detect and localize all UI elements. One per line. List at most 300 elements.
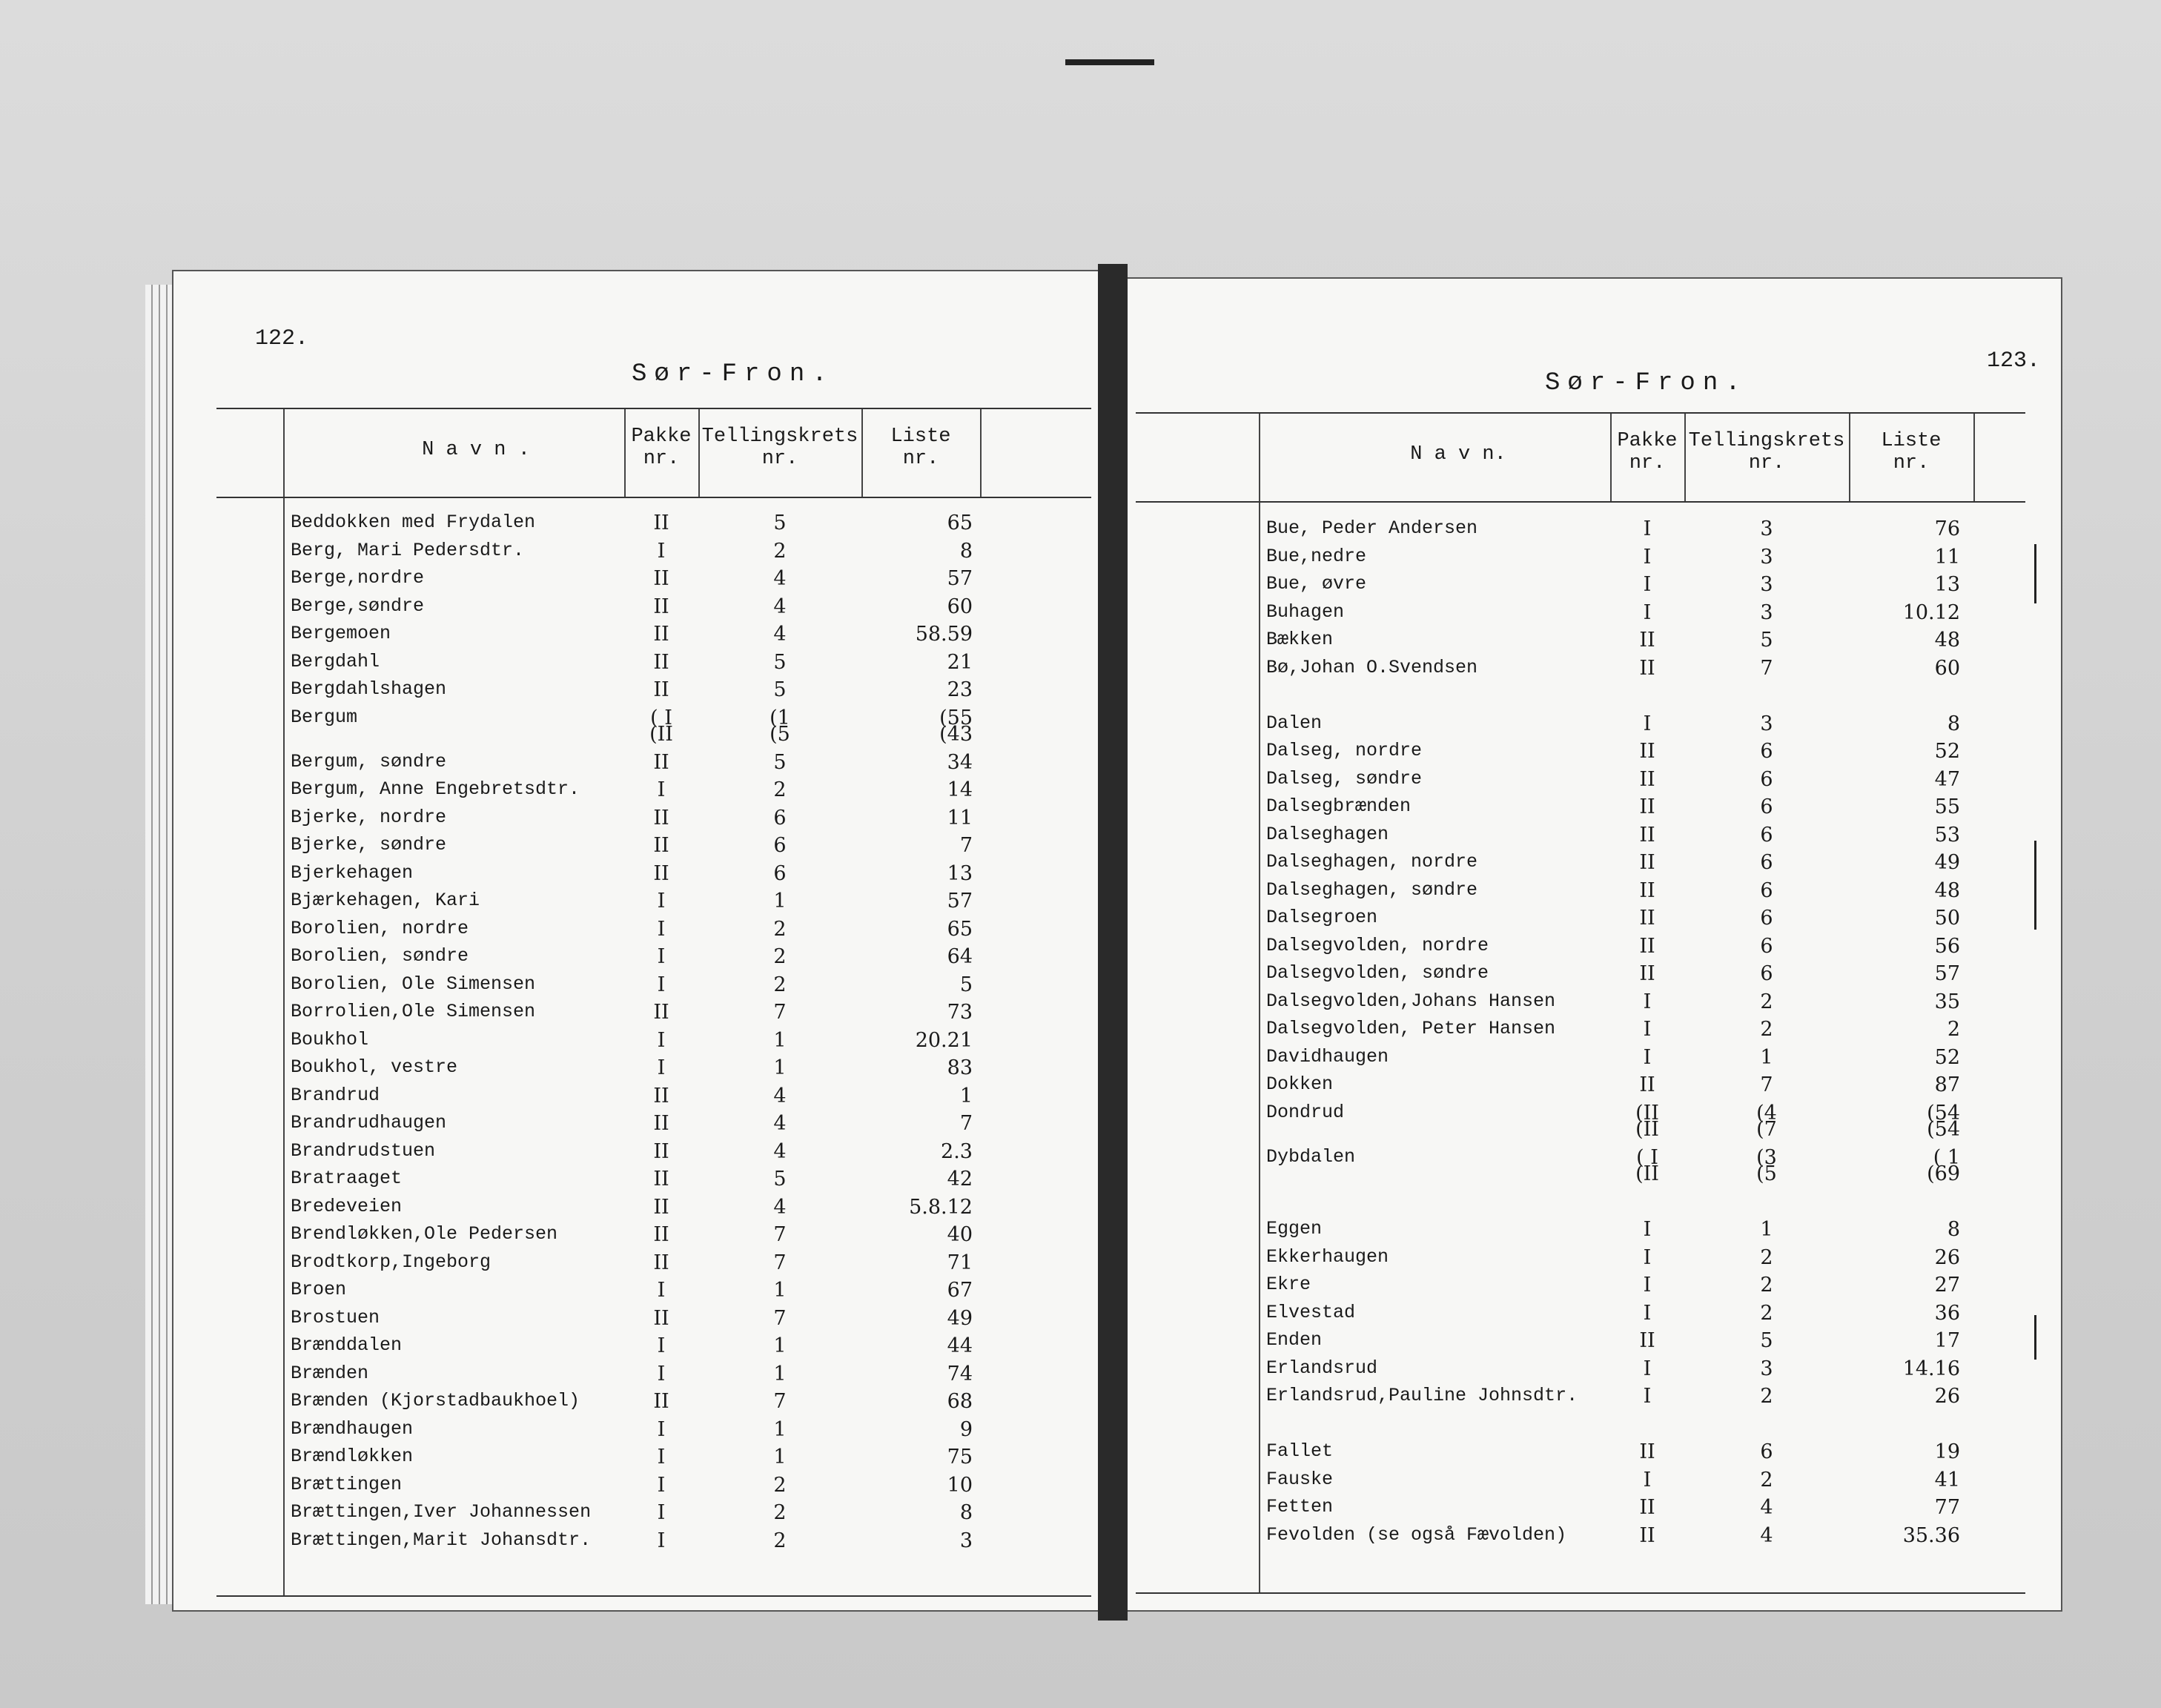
- cell-liste: 10.12: [1902, 600, 1960, 624]
- cell-pakke: II: [1639, 878, 1655, 902]
- cell-name: Brændløkken: [291, 1446, 414, 1467]
- cell-name: Buhagen: [1266, 600, 1345, 623]
- cell-pakke: I: [657, 1362, 666, 1386]
- cell-krets: 2: [1760, 1301, 1773, 1325]
- cell-name: Berge,søndre: [291, 595, 425, 617]
- header-navn: N a v n.: [1410, 443, 1506, 466]
- cell-liste: (54: [1927, 1101, 1960, 1125]
- cell-name: Brættingen,Iver Johannessen: [291, 1501, 592, 1523]
- cell-name: Dalseghagen: [1266, 823, 1389, 845]
- cell-liste: 21: [947, 650, 973, 674]
- cell-name: Beddokken med Frydalen: [291, 512, 536, 533]
- table-row: [216, 512, 1091, 540]
- cell-krets: 4: [773, 1195, 787, 1219]
- table-row: [216, 1251, 1091, 1280]
- table-row: [216, 945, 1091, 973]
- cell-pakke: I: [657, 973, 666, 996]
- cell-name: Fevolden (se også Fævolden): [1266, 1523, 1567, 1546]
- cell-name: Brættingen,Marit Johansdtr.: [291, 1529, 592, 1551]
- cell-liste: 60: [947, 595, 973, 618]
- cell-pakke: I: [1643, 1018, 1652, 1041]
- cell-krets: 7: [773, 1251, 787, 1274]
- cell-liste: 47: [1934, 767, 1960, 791]
- cell-name: Erlandsrud: [1266, 1357, 1378, 1379]
- cell-liste: 9: [959, 1417, 973, 1441]
- cell-name: Enden: [1266, 1329, 1323, 1351]
- cell-liste: 27: [1934, 1274, 1960, 1297]
- cell-pakke: II: [653, 834, 669, 857]
- cell-name: Dalsegbrænden: [1266, 795, 1412, 817]
- table-row: [216, 1029, 1091, 1057]
- cell-name: Bergemoen: [291, 623, 391, 644]
- cell-krets: 7: [773, 1390, 787, 1413]
- cell-krets: (1: [770, 706, 790, 729]
- cell-liste: 76: [1934, 517, 1960, 540]
- cell-pakke: II: [1639, 851, 1655, 874]
- cell-krets: 2: [773, 539, 787, 563]
- cell-krets: (5: [770, 723, 790, 746]
- table-row: [1136, 712, 2025, 741]
- cell-krets: 6: [1760, 962, 1773, 985]
- cell-pakke: II: [1639, 1073, 1655, 1096]
- cell-pakke: II: [653, 1195, 669, 1219]
- cell-pakke: II: [1639, 907, 1655, 930]
- cell-name: Bergum: [291, 706, 358, 728]
- cell-name: Bergdahl: [291, 650, 380, 672]
- cell-name: Berg, Mari Pedersdtr.: [291, 539, 525, 561]
- cell-krets: 2: [1760, 1274, 1773, 1297]
- cell-krets: 2: [773, 1501, 787, 1524]
- cell-liste: 17: [1934, 1329, 1960, 1352]
- cell-krets: 2: [773, 1473, 787, 1497]
- cell-name: Brandrudhaugen: [291, 1112, 447, 1133]
- cell-pakke: II: [1639, 629, 1655, 652]
- cell-krets: 6: [1760, 1440, 1773, 1463]
- table-row: [216, 1056, 1091, 1085]
- cell-pakke: II: [653, 650, 669, 674]
- header-pakke: Pakke nr.: [1617, 430, 1678, 474]
- cell-name: Bergum, søndre: [291, 750, 447, 772]
- cell-krets: 4: [773, 1084, 787, 1108]
- cell-liste: 5.8.12: [909, 1195, 973, 1219]
- cell-name: Dalsegvolden, nordre: [1266, 934, 1489, 956]
- cell-name: Bue, øvre: [1266, 573, 1367, 595]
- table-row: [216, 651, 1091, 679]
- cell-pakke: I: [1643, 712, 1652, 735]
- cell-liste: 87: [1934, 1073, 1960, 1096]
- table-row: [216, 1279, 1091, 1307]
- cell-name: Bredeveien: [291, 1195, 403, 1217]
- page-number: 122.: [255, 326, 309, 351]
- cell-krets: 7: [773, 1223, 787, 1246]
- table-row: [1136, 629, 2025, 657]
- col-rule: [1973, 414, 1975, 501]
- cell-pakke: I: [1643, 517, 1652, 540]
- cell-krets: 5: [773, 1168, 787, 1191]
- cell-name: Fetten: [1266, 1496, 1334, 1517]
- table-row: [1136, 795, 2025, 824]
- cell-pakke: II: [653, 806, 669, 830]
- cell-liste: 74: [947, 1362, 973, 1386]
- cell-krets: 1: [1760, 1218, 1773, 1241]
- cell-krets: 3: [1760, 573, 1773, 596]
- cell-krets: 6: [1760, 795, 1773, 818]
- cell-krets: 1: [773, 1028, 787, 1052]
- cell-liste: 53: [1934, 823, 1960, 847]
- cell-krets: 6: [1760, 934, 1773, 958]
- page-title: Sør-Fron.: [632, 360, 835, 388]
- table-row: [1136, 851, 2025, 879]
- cell-krets: 5: [773, 512, 787, 534]
- cell-krets: 2: [773, 973, 787, 996]
- table-row: [1136, 768, 2025, 796]
- cell-liste: 57: [947, 567, 973, 590]
- cell-liste: 67: [947, 1279, 973, 1302]
- cell-name: Brodtkorp,Ingeborg: [291, 1251, 492, 1273]
- cell-name: Fallet: [1266, 1440, 1334, 1462]
- table-row: [216, 1307, 1091, 1335]
- table-row: [216, 751, 1091, 779]
- cell-name: Brænddalen: [291, 1334, 403, 1356]
- cell-pakke: II: [653, 750, 669, 774]
- cell-pakke: II: [653, 1390, 669, 1413]
- cell-liste: 73: [947, 1001, 973, 1024]
- header-navn: N a v n .: [422, 439, 530, 461]
- table-row: [216, 1390, 1091, 1418]
- cell-liste: 5: [959, 973, 973, 996]
- cell-pakke: I: [1643, 1274, 1652, 1297]
- cell-krets: 2: [1760, 1468, 1773, 1492]
- cell-pakke: I: [1643, 1385, 1652, 1408]
- cell-liste: (69: [1927, 1162, 1960, 1185]
- cell-liste: 71: [947, 1251, 973, 1274]
- cell-liste: 52: [1934, 740, 1960, 763]
- table-row: [1136, 1413, 2025, 1441]
- table-row: [1136, 1274, 2025, 1302]
- table-row: [216, 1196, 1091, 1224]
- cell-pakke: II: [653, 1112, 669, 1135]
- cell-krets: (3: [1756, 1145, 1777, 1169]
- cell-name: Dybdalen: [1266, 1145, 1356, 1168]
- cell-krets: 6: [1760, 823, 1773, 847]
- cell-name: Borolien, nordre: [291, 917, 469, 939]
- table-row: [1136, 657, 2025, 685]
- cell-liste: 36: [1934, 1301, 1960, 1325]
- cell-name: Brostuen: [291, 1306, 380, 1328]
- cell-liste: 8: [959, 1501, 973, 1524]
- cell-liste: 14: [947, 778, 973, 801]
- cell-liste: ( 1: [1933, 1145, 1960, 1169]
- cell-liste: 2: [1947, 1018, 1960, 1041]
- cell-liste: 83: [947, 1056, 973, 1079]
- cell-liste: 34: [947, 750, 973, 774]
- cell-liste: 7: [959, 1112, 973, 1135]
- cell-pakke: II: [653, 623, 669, 646]
- cell-liste: 68: [947, 1390, 973, 1413]
- cell-pakke: I: [657, 945, 666, 968]
- cell-pakke: I: [657, 917, 666, 941]
- cell-krets: 1: [1760, 1045, 1773, 1069]
- cell-krets: 4: [1760, 1496, 1773, 1519]
- cell-krets: 4: [773, 1139, 787, 1163]
- cell-pakke: (II: [1635, 1118, 1659, 1141]
- cell-name: Brænden: [291, 1362, 369, 1384]
- cell-krets: 5: [773, 750, 787, 774]
- table-row: [1136, 824, 2025, 852]
- header-pakke: Pakke nr.: [631, 426, 692, 470]
- table-row: [216, 834, 1091, 862]
- cell-krets: 2: [773, 778, 787, 801]
- cell-liste: 57: [947, 890, 973, 913]
- register-table: [216, 408, 1091, 1597]
- table-row: [216, 807, 1091, 835]
- cell-name: Dalsegvolden, Peter Hansen: [1266, 1018, 1556, 1039]
- cell-name: Borolien, Ole Simensen: [291, 973, 536, 995]
- cell-pakke: II: [1639, 767, 1655, 791]
- cell-pakke: II: [653, 1168, 669, 1191]
- cell-liste: 56: [1934, 934, 1960, 958]
- cell-krets: 1: [773, 1362, 787, 1386]
- cell-krets: 2: [1760, 1245, 1773, 1269]
- table-row: [1136, 517, 2025, 546]
- cell-liste: 35: [1934, 990, 1960, 1013]
- cell-krets: 6: [1760, 851, 1773, 874]
- cell-krets: 4: [773, 1112, 787, 1135]
- cell-krets: 6: [773, 861, 787, 885]
- table-row: [216, 1474, 1091, 1502]
- header-rule: [1136, 501, 2025, 503]
- cell-krets: 1: [773, 1334, 787, 1357]
- cell-krets: 1: [773, 1417, 787, 1441]
- cell-krets: 4: [1760, 1523, 1773, 1547]
- table-row: [1136, 1218, 2025, 1246]
- cell-krets: 7: [1760, 656, 1773, 680]
- cell-liste: 26: [1934, 1245, 1960, 1269]
- cell-krets: 4: [773, 623, 787, 646]
- header-liste: Liste nr.: [1881, 430, 1942, 474]
- cell-name: Dalseghagen, nordre: [1266, 851, 1478, 873]
- cell-liste: (43: [939, 723, 973, 746]
- cell-krets: 6: [773, 834, 787, 857]
- cell-liste: 8: [1947, 1218, 1960, 1241]
- margin-mark: [2034, 544, 2036, 603]
- cell-pakke: II: [653, 1251, 669, 1274]
- table-row: [1136, 879, 2025, 907]
- cell-pakke: II: [653, 1084, 669, 1108]
- table-row: [216, 540, 1091, 568]
- header-rule: [216, 497, 1091, 498]
- header-liste: Liste nr.: [890, 426, 951, 470]
- cell-pakke: I: [1643, 1218, 1652, 1241]
- table-row: [216, 1140, 1091, 1168]
- cell-pakke: II: [653, 1139, 669, 1163]
- cell-pakke: II: [653, 861, 669, 885]
- cell-pakke: I: [1643, 573, 1652, 596]
- cell-liste: 77: [1934, 1496, 1960, 1519]
- cell-krets: 6: [1760, 878, 1773, 902]
- table-row: [1136, 1246, 2025, 1274]
- cell-krets: (7: [1756, 1118, 1777, 1141]
- table-row: [1136, 907, 2025, 935]
- cell-name: Dokken: [1266, 1073, 1334, 1095]
- cell-krets: 6: [1760, 740, 1773, 763]
- cell-name: Bergum, Anne Engebretsdtr.: [291, 778, 580, 800]
- cell-name: Brænden (Kjorstadbaukhoel): [291, 1390, 580, 1411]
- cell-krets: 3: [1760, 600, 1773, 624]
- cell-liste: 55: [1934, 795, 1960, 818]
- table-row: [216, 1085, 1091, 1113]
- cell-pakke: II: [1639, 1523, 1655, 1547]
- cell-liste: 58.59: [915, 623, 973, 646]
- cell-pakke: II: [1639, 795, 1655, 818]
- cell-name: Brændhaugen: [291, 1417, 414, 1440]
- table-row: [216, 1363, 1091, 1391]
- cell-name: Bue, Peder Andersen: [1266, 517, 1478, 539]
- cell-pakke: I: [657, 1529, 666, 1552]
- cell-liste: 41: [1934, 1468, 1960, 1492]
- cell-name: Erlandsrud,Pauline Johnsdtr.: [1266, 1385, 1578, 1406]
- cell-name: Boukhol, vestre: [291, 1056, 458, 1078]
- cell-name: Bø,Johan O.Svendsen: [1266, 656, 1478, 678]
- cell-krets: 7: [773, 1001, 787, 1024]
- cell-krets: 5: [773, 678, 787, 701]
- table-row: [1136, 1073, 2025, 1102]
- cell-pakke: I: [657, 539, 666, 563]
- table-row: [1136, 1385, 2025, 1413]
- cell-liste: 75: [947, 1446, 973, 1469]
- cell-pakke: I: [1643, 600, 1652, 624]
- table-row: [216, 918, 1091, 946]
- cell-pakke: II: [653, 512, 669, 534]
- cell-pakke: II: [653, 1223, 669, 1246]
- table-row: [216, 623, 1091, 651]
- cell-pakke: II: [653, 1001, 669, 1024]
- cell-liste: 40: [947, 1223, 973, 1246]
- table-row: [1136, 1191, 2025, 1219]
- cell-krets: (5: [1756, 1162, 1777, 1185]
- cell-name: Fauske: [1266, 1468, 1334, 1490]
- cell-liste: 49: [947, 1306, 973, 1330]
- cell-liste: 11: [947, 806, 973, 830]
- cell-name: Bjerkehagen: [291, 861, 414, 884]
- cell-liste: 44: [947, 1334, 973, 1357]
- cell-name: Brendløkken,Ole Pedersen: [291, 1223, 558, 1245]
- cell-liste: (55: [939, 706, 973, 729]
- cell-liste: 52: [1934, 1045, 1960, 1069]
- page-title: Sør-Fron.: [1545, 369, 1748, 397]
- cell-name: Berge,nordre: [291, 567, 425, 589]
- table-row: [1136, 1302, 2025, 1330]
- cell-liste: 7: [959, 834, 973, 857]
- page-number: 123.: [1987, 348, 2041, 374]
- cell-liste: 64: [947, 945, 973, 968]
- table-row: [1136, 684, 2025, 712]
- cell-pakke: II: [1639, 1496, 1655, 1519]
- cell-pakke: I: [1643, 1045, 1652, 1069]
- cell-pakke: I: [1643, 1245, 1652, 1269]
- cell-liste: 60: [1934, 656, 1960, 680]
- cell-pakke: ( I: [650, 706, 672, 729]
- cell-krets: 2: [773, 917, 787, 941]
- cell-name: Ekre: [1266, 1274, 1311, 1295]
- table-row: [1136, 1046, 2025, 1074]
- cell-pakke: I: [1643, 990, 1652, 1013]
- header-krets: Tellingskrets nr.: [701, 426, 858, 470]
- cell-pakke: II: [1639, 934, 1655, 958]
- cell-liste: 65: [947, 512, 973, 534]
- cell-liste: 8: [959, 539, 973, 563]
- cell-pakke: (II: [649, 723, 673, 746]
- cell-liste: 42: [947, 1168, 973, 1191]
- cell-pakke: II: [1639, 823, 1655, 847]
- cell-name: Bue,nedre: [1266, 545, 1367, 567]
- margin-mark: [2034, 841, 2036, 930]
- cell-pakke: I: [657, 1501, 666, 1524]
- cell-name: Davidhaugen: [1266, 1045, 1389, 1068]
- register-table: [1136, 412, 2025, 1594]
- cell-name: Bjerke, nordre: [291, 806, 447, 828]
- cell-liste: 10: [947, 1473, 973, 1497]
- table-row: [216, 1001, 1091, 1029]
- cell-pakke: I: [1643, 1468, 1652, 1492]
- cell-liste: 49: [1934, 851, 1960, 874]
- table-row: [216, 1168, 1091, 1196]
- cell-liste: 65: [947, 917, 973, 941]
- cell-name: Broen: [291, 1279, 347, 1300]
- cell-krets: 3: [1760, 1357, 1773, 1380]
- header-krets: Tellingskrets nr.: [1688, 430, 1845, 474]
- table-row: [1136, 1018, 2025, 1046]
- cell-krets: 7: [1760, 1073, 1773, 1096]
- cell-liste: 14.16: [1902, 1357, 1960, 1380]
- cell-pakke: II: [653, 1306, 669, 1330]
- cell-pakke: I: [657, 1028, 666, 1052]
- cell-pakke: I: [657, 1446, 666, 1469]
- table-row: [1136, 740, 2025, 768]
- cell-pakke: II: [1639, 962, 1655, 985]
- cell-krets: 1: [773, 890, 787, 913]
- cell-pakke: I: [657, 1056, 666, 1079]
- cell-liste: 3: [959, 1529, 973, 1552]
- cell-name: Dalseghagen, søndre: [1266, 878, 1478, 901]
- cell-name: Dalseg, søndre: [1266, 767, 1423, 790]
- table-row: [216, 890, 1091, 918]
- table-row: [216, 1529, 1091, 1558]
- cell-krets: 6: [1760, 907, 1773, 930]
- cell-name: Brandrud: [291, 1084, 380, 1106]
- cell-krets: 1: [773, 1279, 787, 1302]
- cell-krets: 4: [773, 567, 787, 590]
- cell-pakke: II: [653, 595, 669, 618]
- table-row: [1136, 601, 2025, 629]
- cell-pakke: (II: [1635, 1162, 1659, 1185]
- cell-pakke: I: [657, 1279, 666, 1302]
- table-row: [216, 1223, 1091, 1251]
- table-row: [1136, 1496, 2025, 1524]
- cell-liste: 2.3: [941, 1139, 973, 1163]
- table-row: [216, 1501, 1091, 1529]
- table-row: [216, 778, 1091, 807]
- cell-liste: 19: [1934, 1440, 1960, 1463]
- cell-pakke: I: [657, 1334, 666, 1357]
- cell-pakke: II: [1639, 740, 1655, 763]
- table-row: [1136, 573, 2025, 601]
- cell-pakke: ( I: [1636, 1145, 1658, 1169]
- cell-pakke: I: [657, 1473, 666, 1497]
- cell-name: Boukhol: [291, 1028, 369, 1050]
- table-row: [1136, 962, 2025, 990]
- cell-name: Eggen: [1266, 1218, 1323, 1239]
